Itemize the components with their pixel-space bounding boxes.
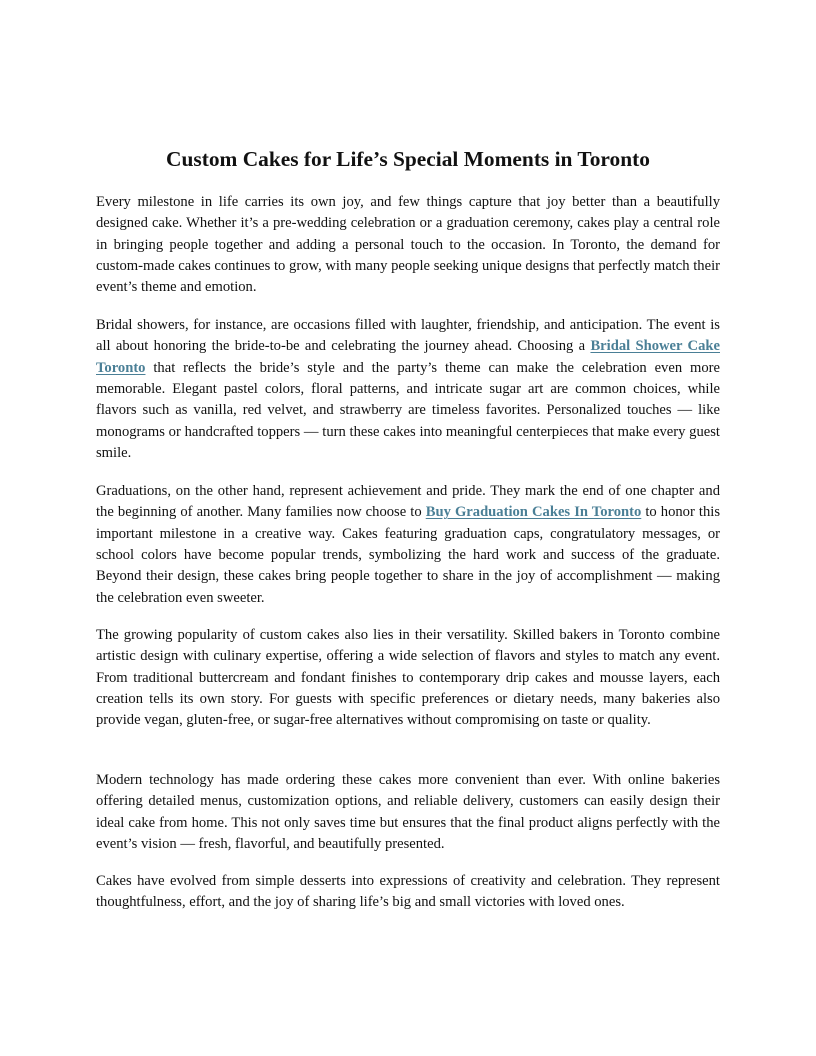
paragraph-text: Graduations, on the other hand, represent achievement and pride. They mark the end of one chapter and the beginning of another. Many families now choose to [96, 483, 720, 521]
paragraph-text: to honor this important milestone in a creative way. Cakes featuring graduation caps, congratulatory messages, or school colors have become popular trends, symbolizing the hard work and success of the graduate. Beyond their design, these cakes bring people together to share in the joy of accomplishment — making the celebration even sweeter. [96, 504, 720, 606]
paragraph-text: Bridal showers, for instance, are occasions filled with laughter, friendship, and anticipation. The event is all about honoring the bride-to-be and celebrating the journey ahead. Choosing a [96, 317, 720, 355]
bridal-shower-cake-link[interactable]: Bridal Shower Cake Toronto [96, 338, 720, 376]
graduation-cakes-link[interactable]: Buy Graduation Cakes In Toronto [425, 504, 642, 521]
paragraph-technology: Modern technology has made ordering these cakes more convenient than ever. With online bakeries offering detailed menus, customization options, and reliable delivery, customers can easily design their ideal cake from home. This not only saves time but ensures that the final product aligns perfectly with the event’s vision — fresh, flavorful, and beautifully presented. [96, 772, 720, 853]
document-page [96, 0, 720, 1056]
paragraph-text: that reflects the bride’s style and the party’s theme can make the celebration even more memorable. Elegant pastel colors, floral patterns, and intricate sugar art are common choices, while flavors such as vanilla, red velvet, and strawberry are timeless favorites. Personalized touches — like monograms or handcrafted toppers — turn these cakes into meaningful centerpieces that make every guest smile. [96, 359, 720, 462]
paragraph-bridal-showers [96, 315, 720, 464]
paragraph-versatility: The growing popularity of custom cakes also lies in their versatility. Skilled bakers in Toronto combine artistic design with culinary expertise, offering a wide selection of flavors and styles to match any event. From traditional buttercream and fondant finishes to contemporary drip cakes and mousse layers, each creation tells its own story. For guests with specific preferences or dietary needs, many bakeries also provide vegan, gluten-free, or sugar-free alternatives without compromising on taste or quality. [96, 627, 720, 729]
paragraph-intro: Every milestone in life carries its own joy, and few things capture that joy better than a beautifully designed cake. Whether it’s a pre-wedding celebration or a graduation ceremony, cakes play a central role in bringing people together and adding a personal touch to the occasion. In Toronto, the demand for custom-made cakes continues to grow, with many people seeking unique designs that perfectly match their event’s theme and emotion. [96, 194, 720, 296]
paragraph-conclusion: Cakes have evolved from simple desserts into expressions of creativity and celebration. They represent thoughtfulness, effort, and the joy of sharing life’s big and small victories with loved ones. [96, 873, 720, 911]
paragraph-graduations [96, 481, 720, 609]
document-title: Custom Cakes for Life’s Special Moments in Toronto [166, 147, 650, 171]
